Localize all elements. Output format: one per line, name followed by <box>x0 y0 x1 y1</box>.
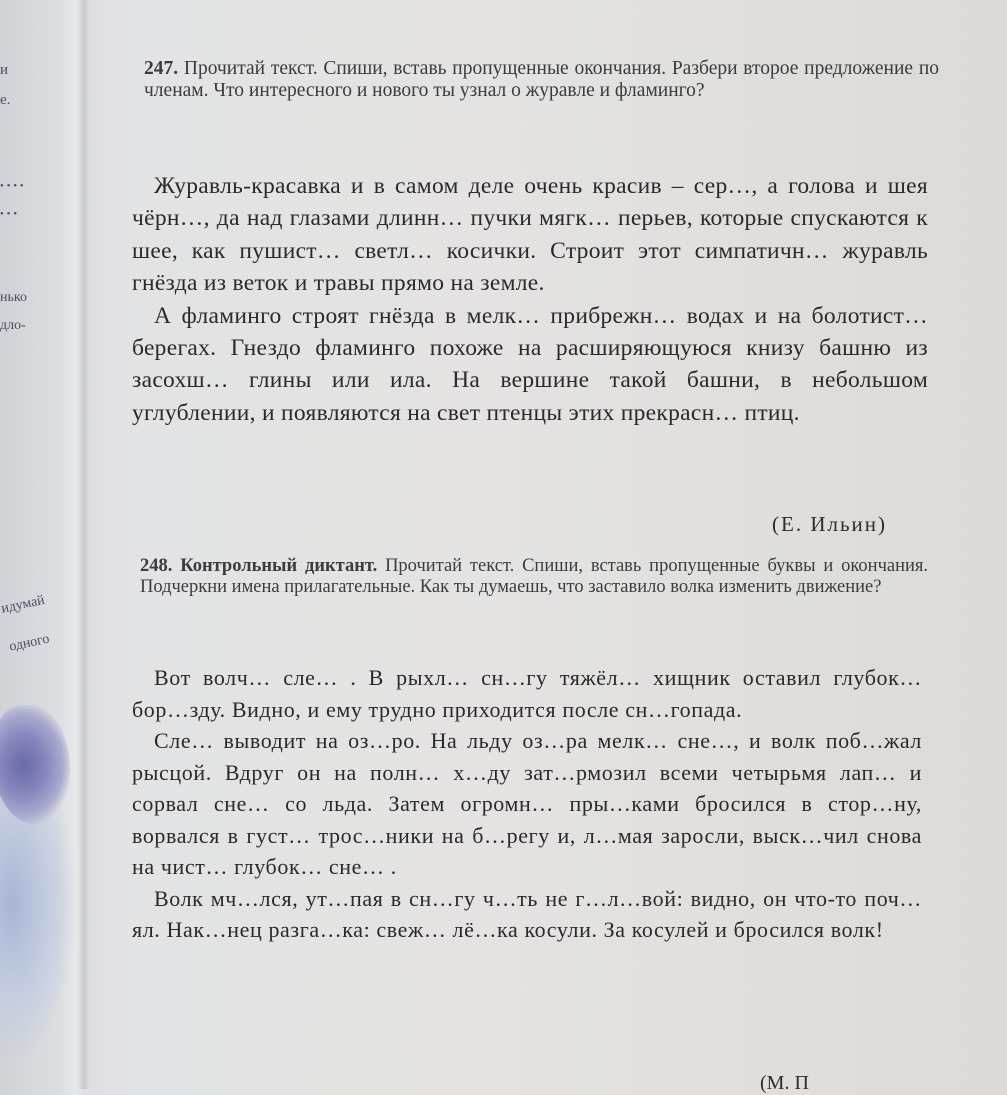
left-page-edge <box>0 0 80 1089</box>
text-paragraph: Журавль-красавка и в самом деле очень красив – сер…, а голова и шея чёрн…, да над глазами длинн… пучки мягк… перьев, которые спускаются к шее, как пушист… светл… косички. Строит этот симпатичн… журавль гнёзда из веток и травы прямо на земле. <box>132 173 928 297</box>
exercise-248-instruction <box>140 556 928 598</box>
instruction-text: Прочитай текст. Спиши, вставь пропущенные буквы и окончания. Подчеркни имена прилагательные. Как ты думаешь, что заставило волка изменить движение? <box>140 556 929 597</box>
text-paragraph: Сле… выводит на оз…ро. На льду оз…ра мелк… сне…, и волк поб…жал рысцой. Вдруг он на полн… х…ду зат…рмозил всеми четырьмя лап… и сорвал сне… со льда. Затем огромн… пры…ками бросился в стор…ну, ворвался в густ… трос…ники на б…регу и, л…мая заросли, выск…чил снова на чист… глубок… сне… . <box>132 728 922 879</box>
author-signature: (Е. Ильин) <box>772 512 888 536</box>
left-page-fragment: идумай <box>0 592 47 617</box>
exercise-247-instruction <box>144 58 939 102</box>
exercise-number: 247. <box>144 58 179 79</box>
text-paragraph: А фламинго строят гнёзда в мелк… прибрежн… водах и на болотист… берегах. Гнездо фламинго похоже на расширяющуюся книзу башню из засохш… глины или ила. На вершине такой башни, в небольшом углублении, и появляются на свет птенцы этих прекрасн… птиц. <box>132 302 928 426</box>
left-page-fragment: • • • <box>0 208 18 220</box>
left-page-fragment: и <box>0 62 9 78</box>
left-page-fragment: одного <box>8 631 51 655</box>
source-fragment: (М. П <box>760 1072 809 1094</box>
decorative-flower-illustration <box>0 705 70 825</box>
exercise-number: 248. <box>140 556 173 576</box>
book-spine-shadow <box>78 0 90 1089</box>
decorative-illustration-lower <box>0 800 75 1060</box>
text-paragraph: Вот волч… сле… . В рыхл… сн…гу тяжёл… хищник оставил глубок… бор…зду. Видно, и ему трудно приходится после сн…гопада. <box>132 665 922 722</box>
left-page-fragment: • • • • <box>0 180 24 192</box>
left-page-fragment: е. <box>0 92 11 108</box>
exercise-248-dictation-text <box>132 662 922 946</box>
left-page-fragment: нько <box>0 290 27 305</box>
left-page-fragment: дло- <box>0 318 26 333</box>
exercise-247-text <box>132 170 928 429</box>
text-paragraph: Волк мч…лся, ут…пая в сн…гу ч…ть не г…л…вой: видно, он что-то поч…ял. Нак…нец разга…ка: свеж… лё…ка косули. За косулей и бросился волк! <box>132 885 922 942</box>
instruction-text: Прочитай текст. Спиши, вставь пропущенные окончания. Разбери второе предложение по членам. Что интересного и нового ты узнал о журавле и фламинго? <box>144 58 940 101</box>
exercise-title: Контрольный диктант. <box>180 556 378 576</box>
